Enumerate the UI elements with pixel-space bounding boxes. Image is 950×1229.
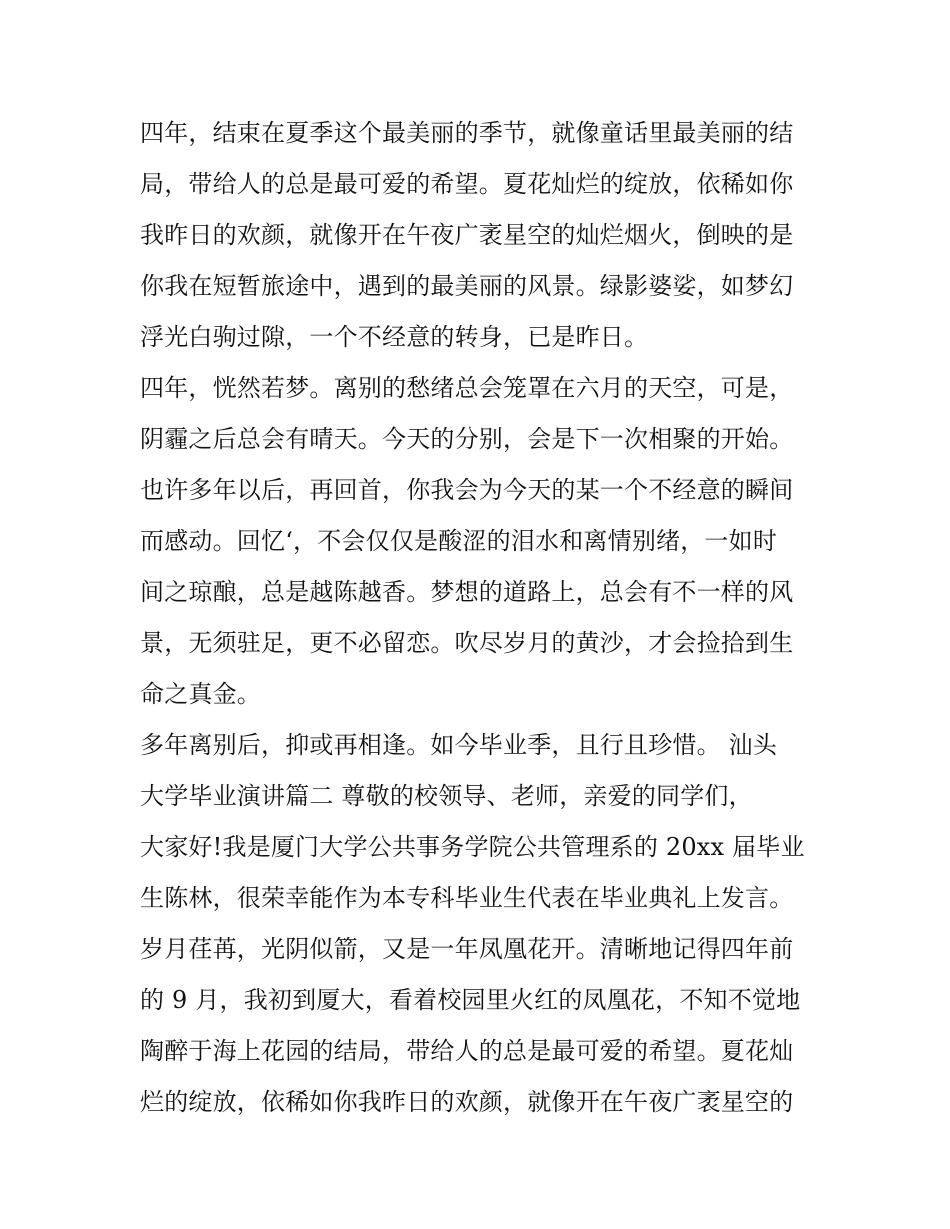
text-line: 大家好!我是厦门大学公共事务学院公共管理系的 20xx 届毕业 — [140, 833, 805, 861]
text-line: 而感动。回忆‘，不会仅仅是酸涩的泪水和离情别绪，一如时 — [140, 527, 778, 555]
text-line: 的 9 月，我初到厦大，看着校园里火红的凤凰花，不知不觉地 — [140, 986, 801, 1014]
text-line: 阴霾之后总会有晴天。今天的分别，会是下一次相聚的开始。 — [140, 425, 794, 453]
text-line: 生陈林，很荣幸能作为本专科毕业生代表在毕业典礼上发言。 — [140, 884, 794, 912]
text-line: 烂的绽放，依稀如你我昨日的欢颜，就像开在午夜广袤星空的 — [140, 1088, 794, 1116]
body-text — [140, 108, 830, 1128]
text-line: 浮光白驹过隙，一个不经意的转身，已是昨日。 — [140, 323, 649, 351]
text-line: 岁月荏苒，光阴似箭，又是一年凤凰花开。清晰地记得四年前 — [140, 935, 794, 963]
text-line: 四年，恍然若梦。离别的愁绪总会笼罩在六月的天空，可是， — [140, 374, 794, 402]
text-line: 间之琼酿，总是越陈越香。梦想的道路上，总会有不一样的风 — [140, 578, 794, 606]
text-line: 陶醉于海上花园的结局，带给人的总是最可爱的希望。夏花灿 — [140, 1037, 794, 1065]
text-line: 多年离别后，抑或再相逢。如今毕业季，且行且珍惜。 汕头 — [140, 731, 778, 759]
text-line: 景，无须驻足，更不必留恋。吹尽岁月的黄沙，才会捡拾到生 — [140, 629, 794, 657]
text-line: 大学毕业演讲篇二 尊敬的校领导、老师，亲爱的同学们， — [140, 782, 753, 810]
text-line: 我昨日的欢颜，就像开在午夜广袤星空的灿烂烟火，倒映的是 — [140, 221, 794, 249]
text-line: 也许多年以后，再回首，你我会为今天的某一个不经意的瞬间 — [140, 476, 794, 504]
text-line: 命之真金。 — [140, 680, 261, 708]
text-line: 四年，结束在夏季这个最美丽的季节，就像童话里最美丽的结 — [140, 119, 794, 147]
text-line: 局，带给人的总是最可爱的希望。夏花灿烂的绽放，依稀如你 — [140, 170, 794, 198]
text-line: 你我在短暂旅途中，遇到的最美丽的风景。绿影婆娑，如梦幻 — [140, 272, 794, 300]
